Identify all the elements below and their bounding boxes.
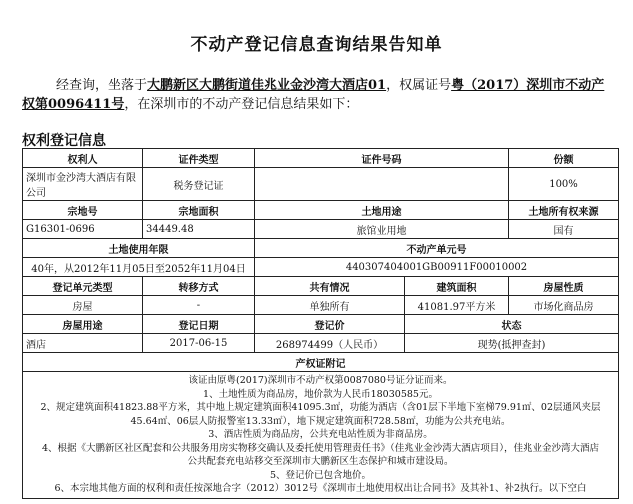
header-cert-type: 证件类型 — [143, 149, 255, 168]
cell-unit-type: 房屋 — [23, 296, 143, 315]
header-house-use: 房屋用途 — [23, 315, 143, 334]
intro-text-3: ，在深圳市的不动产登记信息结果如下： — [124, 97, 359, 112]
note-line: 6、本宗地其他方面的权利和责任按深地合字（2012）3012号《深圳市土地使用权出让合同书》及其补1、补2执行。以下空白 — [54, 483, 587, 494]
cell-status: 现势(抵押查封) — [405, 334, 619, 353]
header-parcel: 宗地号 — [23, 201, 143, 220]
cell-house-nature: 市场化商品房 — [509, 296, 619, 315]
table-row — [23, 220, 619, 239]
table-row — [23, 239, 619, 258]
rights-table — [22, 148, 619, 499]
table-row — [23, 149, 619, 168]
header-share-status: 共有情况 — [255, 277, 405, 296]
header-unit-type: 登记单元类型 — [23, 277, 143, 296]
header-cert-number: 证件号码 — [255, 149, 509, 168]
header-parcel-area: 宗地面积 — [143, 201, 255, 220]
table-row — [23, 258, 619, 277]
note-line: 5、登记价已包含地价。 — [269, 469, 372, 481]
table-row — [23, 372, 619, 499]
cell-land-source: 国有 — [509, 220, 619, 239]
intro-text-2: ，权属证号 — [386, 78, 452, 93]
header-build-area: 建筑面积 — [405, 277, 509, 296]
header-house-nature: 房屋性质 — [509, 277, 619, 296]
section-title: 权利登记信息 — [22, 133, 106, 149]
note-line: 2、规定建筑面积41823.88平方米，其中地上规定建筑面积41095.3㎡，功能为酒店（含01层下半地下室梯79.91㎡、02层通风夹层 — [40, 402, 601, 413]
intro-location: 大鹏新区大鹏街道佳兆业金沙湾大酒店01 — [147, 78, 387, 93]
page-title: 不动产登记信息查询结果告知单 — [190, 35, 443, 55]
note-line: 该证由原粤(2017)深圳市不动产权第0087080号证分证而来。 — [188, 375, 453, 386]
header-land-source: 土地所有权来源 — [509, 201, 619, 220]
note-line: 45.64㎡、06层人防报警室13.33㎡），地下规定建筑面积728.58㎡，功能为公共充电站。 — [130, 415, 511, 427]
cell-reg-date: 2017-06-15 — [143, 334, 255, 353]
header-transfer: 转移方式 — [143, 277, 255, 296]
header-notes: 产权证附记 — [23, 353, 619, 372]
table-row — [23, 296, 619, 315]
note-line: 公共配套充电站移交至深圳市大鹏新区生态保护和城市建设局。 — [187, 456, 454, 467]
table-row — [23, 201, 619, 220]
intro-paragraph — [22, 76, 614, 114]
cell-reg-price: 268974499（人民币） — [255, 334, 405, 353]
header-term: 土地使用年限 — [23, 239, 255, 258]
header-land-use: 土地用途 — [255, 201, 509, 220]
cell-cert-number — [255, 168, 509, 201]
note-line: 1、土地性质为商品房，地价款为人民币18030585元。 — [203, 388, 438, 400]
table-row — [23, 168, 619, 201]
header-unit-number: 不动产单元号 — [255, 239, 619, 258]
cell-share-status: 单独所有 — [255, 296, 405, 315]
cell-parcel-area: 34449.48 — [143, 220, 255, 239]
cell-build-area: 41081.97平方米 — [405, 296, 509, 315]
header-status: 状态 — [405, 315, 619, 334]
cell-land-use: 旅馆业用地 — [255, 220, 509, 239]
cell-term: 40年，从2012年11月05日至2052年11月04日 — [23, 258, 255, 277]
table-row — [23, 315, 619, 334]
cell-share: 100% — [509, 168, 619, 201]
notes-cell — [23, 372, 619, 499]
cell-owner: 深圳市金沙湾大酒店有限公司 — [23, 168, 143, 201]
note-line: 4、根据《大鹏新区社区配套和公共服务用房实物移交确认及委托使用管理责任书》（佳兆业金沙湾大酒店项目），佳兆业金沙湾大酒店 — [41, 442, 600, 454]
intro-cert-number: 粤（2017）深圳市不动产权第0096411号 — [22, 78, 605, 112]
table-row — [23, 334, 619, 353]
header-reg-date: 登记日期 — [143, 315, 255, 334]
cell-parcel: G16301-0696 — [23, 220, 143, 239]
cell-house-use: 酒店 — [23, 334, 143, 353]
header-owner: 权利人 — [23, 149, 143, 168]
header-reg-price: 登记价 — [255, 315, 405, 334]
cell-transfer: - — [143, 296, 255, 315]
note-line: 3、酒店性质为商品房，公共充电站性质为非商品房。 — [208, 429, 433, 440]
table-row — [23, 353, 619, 372]
intro-text-1: 经查询，坐落于 — [56, 78, 148, 93]
header-share: 份额 — [509, 149, 619, 168]
cell-unit-number: 440307404001GB00911F00010002 — [255, 258, 619, 277]
cell-cert-type: 税务登记证 — [143, 168, 255, 201]
table-row — [23, 277, 619, 296]
